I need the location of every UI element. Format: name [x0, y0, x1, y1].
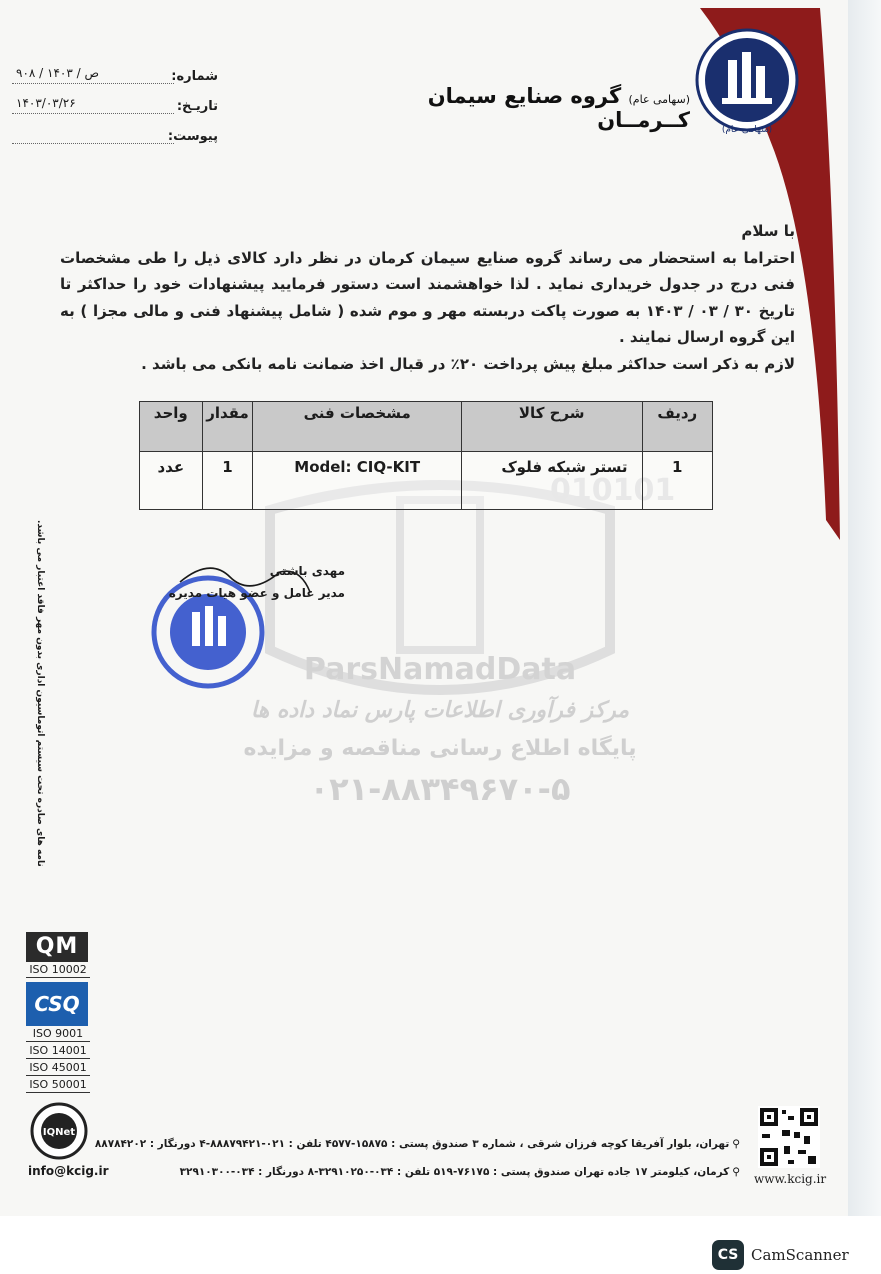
col-quantity: مقدار — [202, 402, 253, 452]
cert-iso-9001: ISO 9001 — [26, 1026, 90, 1042]
cell-specs: Model: CIQ-KIT — [253, 452, 461, 510]
col-specs: مشخصات فنی — [253, 402, 461, 452]
col-description: شرح کالا — [461, 402, 642, 452]
table-row — [140, 452, 713, 510]
items-table — [139, 401, 713, 510]
number-row — [8, 54, 218, 84]
svg-text:IQNet: IQNet — [42, 1127, 76, 1138]
watermark-line2: پایگاه اطلاع رسانی مناقصه و مزایده — [243, 736, 637, 761]
cell-description: تستر شبکه فلوک — [461, 452, 642, 510]
col-unit: واحد — [140, 402, 203, 452]
company-name — [400, 84, 690, 132]
company-logo — [692, 28, 802, 138]
side-note — [33, 520, 47, 867]
signature-block — [150, 560, 345, 604]
signer-title: مدیر عامل و عضو هیات مدیره — [168, 586, 345, 600]
letter-paragraph: احتراما به استحضار می رساند گروه صنایع سیمان کرمان در نظر دارد کالای ذیل را طی مشخصات فنی درج در جدول خریداری نماید . لذا خواهشمند است دستور فرمایید پیشنهادات خود را حداکثر تا تاریخ ۳۰ / ۰۳ / ۱۴۰۳ به صورت پاکت دربسته مهر و موم شده ( شامل پیشنهاد فنی و مالی مجزا ) به این گروه ارسال نمایند . — [60, 248, 795, 346]
date-label: تاریـخ: — [176, 99, 218, 114]
footer-kerman — [100, 1166, 740, 1178]
watermark-phone: ۰۲۱-۸۸۳۴۹۶۷۰-۵ — [309, 770, 571, 808]
company-type: (سهامی عام) — [628, 93, 690, 106]
certifications — [26, 932, 90, 1094]
qm-logo: QM — [26, 932, 88, 962]
qr-code-icon — [758, 1106, 820, 1168]
date-value: ۱۴۰۳/۰۳/۲۶ — [12, 96, 174, 114]
letter-meta — [8, 54, 218, 144]
cert-iso-45001: ISO 45001 — [26, 1060, 90, 1076]
table-header-row — [140, 402, 713, 452]
number-value: ۹۰۸ / ص / ۱۴۰۳ — [12, 66, 174, 84]
footer-kerman-text: کرمان، کیلومتر ۱۷ جاده تهران صندوق پستی : ۷۶۱۷۵-۵۱۹ تلفن : ۰۳۴-۳۲۹۱۰۲۵۰-۸ دورنگار : ۰۳۴-۳۲۹۱۰۳۰۰ — [179, 1166, 730, 1178]
camscanner-icon: CS — [712, 1240, 744, 1270]
greeting: با سلام — [741, 222, 795, 240]
footer-website: www.kcig.ir — [754, 1172, 827, 1186]
watermark-line1: مرکز فرآوری اطلاعات پارس نماد داده ها — [250, 698, 630, 723]
attachment-row — [8, 114, 218, 144]
date-row — [8, 84, 218, 114]
footer-tehran — [94, 1138, 740, 1150]
footer-email: info@kcig.ir — [28, 1164, 109, 1178]
logo-caption: (سهامی عام) — [721, 125, 773, 135]
csq-logo: CSQ — [26, 982, 88, 1026]
location-pin-icon: ⚲ — [732, 1138, 740, 1150]
svg-text:010101: 010101 — [550, 473, 676, 508]
col-row-number: ردیف — [642, 402, 712, 452]
footer-tehran-text: تهران، بلوار آفریقا کوچه فرزان شرقی ، شماره ۳ صندوق پستی : ۱۵۸۷۵-۴۵۷۷ تلفن : ۰۲۱-۸۸۸۷۹۴۲۱-۴ دورنگار : ۸۸۷۸۴۲۰۲ — [94, 1138, 730, 1150]
letter-body — [60, 218, 795, 377]
camscanner-badge — [712, 1240, 849, 1270]
camscanner-label: CamScanner — [751, 1246, 849, 1264]
cert-iso-10002: ISO 10002 — [26, 962, 90, 978]
attachment-value — [12, 126, 174, 144]
company-title: گروه صنایع سیمان کــرمــان — [427, 84, 690, 132]
cell-row-number: 1 — [642, 452, 712, 510]
signer-name: مهدی باشتی — [269, 564, 345, 578]
location-pin-icon: ⚲ — [732, 1166, 740, 1178]
cell-quantity: 1 — [202, 452, 253, 510]
page-edge — [848, 0, 881, 1216]
attachment-label: پیوست: — [167, 129, 218, 144]
side-note-text: نامه های صادره تحت سیستم اتوماسیون اداری بدون مهر فاقد اعتبار می باشد. — [35, 520, 45, 867]
cert-iso-50001: ISO 50001 — [26, 1077, 90, 1093]
cell-unit: عدد — [140, 452, 203, 510]
watermark-brand: ParsNamadData — [303, 652, 577, 687]
cert-iso-14001: ISO 14001 — [26, 1043, 90, 1059]
number-label: شماره: — [171, 69, 218, 84]
iqnet-logo — [30, 1102, 88, 1160]
prepayment-note: لازم به ذکر است حداکثر مبلغ پیش پرداخت ۲۰٪ در قبال اخذ ضمانت نامه بانکی می باشد . — [141, 354, 795, 373]
